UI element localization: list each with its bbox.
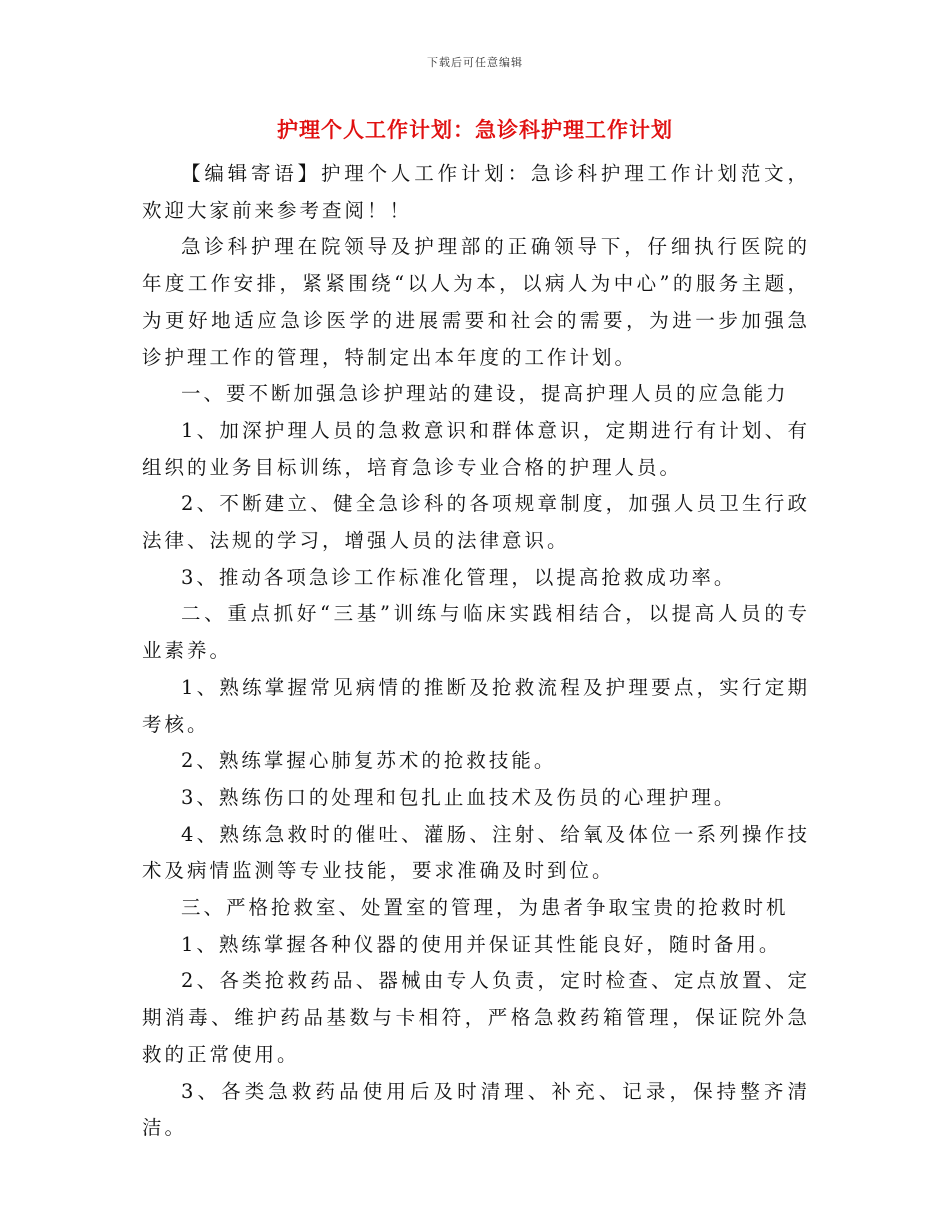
section-heading-2: 二、重点抓好“三基”训练与临床实践相结合，以提高人员的专业素养。 <box>142 602 810 663</box>
paragraph-intro: 急诊科护理在院领导及护理部的正确领导下，仔细执行医院的年度工作安排，紧紧围绕“以人为本，以病人为中心”的服务主题，为更好地适应急诊医学的进展需要和社会的需要，为进一步加强急诊护理工作的管理，特制定出本年度的工作计划。 <box>142 235 810 369</box>
section-heading-1: 一、要不断加强急诊护理站的建设，提高护理人员的应急能力 <box>181 382 789 406</box>
list-item: 2、熟练掌握心肺复苏术的抢救技能。 <box>181 749 557 773</box>
list-item: 1、加深护理人员的急救意识和群体意识，定期进行有计划、有组织的业务目标训练，培育急诊专业合格的护理人员。 <box>142 418 810 479</box>
list-item: 2、各类抢救药品、器械由专人负责，定时检查、定点放置、定期消毒、维护药品基数与卡相符，严格急救药箱管理，保证院外急救的正常使用。 <box>142 969 810 1066</box>
document-body <box>142 156 810 1147</box>
list-item: 3、推动各项急诊工作标准化管理，以提高抢救成功率。 <box>181 565 737 589</box>
list-item: 1、熟练掌握各种仪器的使用并保证其性能良好，随时备用。 <box>181 932 782 956</box>
list-item: 1、熟练掌握常见病情的推断及抢救流程及护理要点，实行定期考核。 <box>142 675 810 736</box>
document-title: 护理个人工作计划：急诊科护理工作计划 <box>277 118 673 142</box>
paragraph-editor-note: 【编辑寄语】护理个人工作计划：急诊科护理工作计划范文，欢迎大家前来参考查阅！！ <box>142 162 810 222</box>
list-item: 3、各类急救药品使用后及时清理、补充、记录，保持整齐清洁。 <box>142 1079 810 1140</box>
list-item: 4、熟练急救时的催吐、灌肠、注射、给氧及体位一系列操作技术及病情监测等专业技能，要求准确及时到位。 <box>142 822 810 883</box>
section-heading-3: 三、严格抢救室、处置室的管理，为患者争取宝贵的抢救时机 <box>181 896 789 920</box>
list-item: 3、熟练伤口的处理和包扎止血技术及伤员的心理护理。 <box>181 785 737 809</box>
list-item: 2、不断建立、健全急诊科的各项规章制度，加强人员卫生行政法律、法规的学习，增强人员的法律意识。 <box>142 492 810 553</box>
header-note: 下载后可任意编辑 <box>427 56 523 69</box>
